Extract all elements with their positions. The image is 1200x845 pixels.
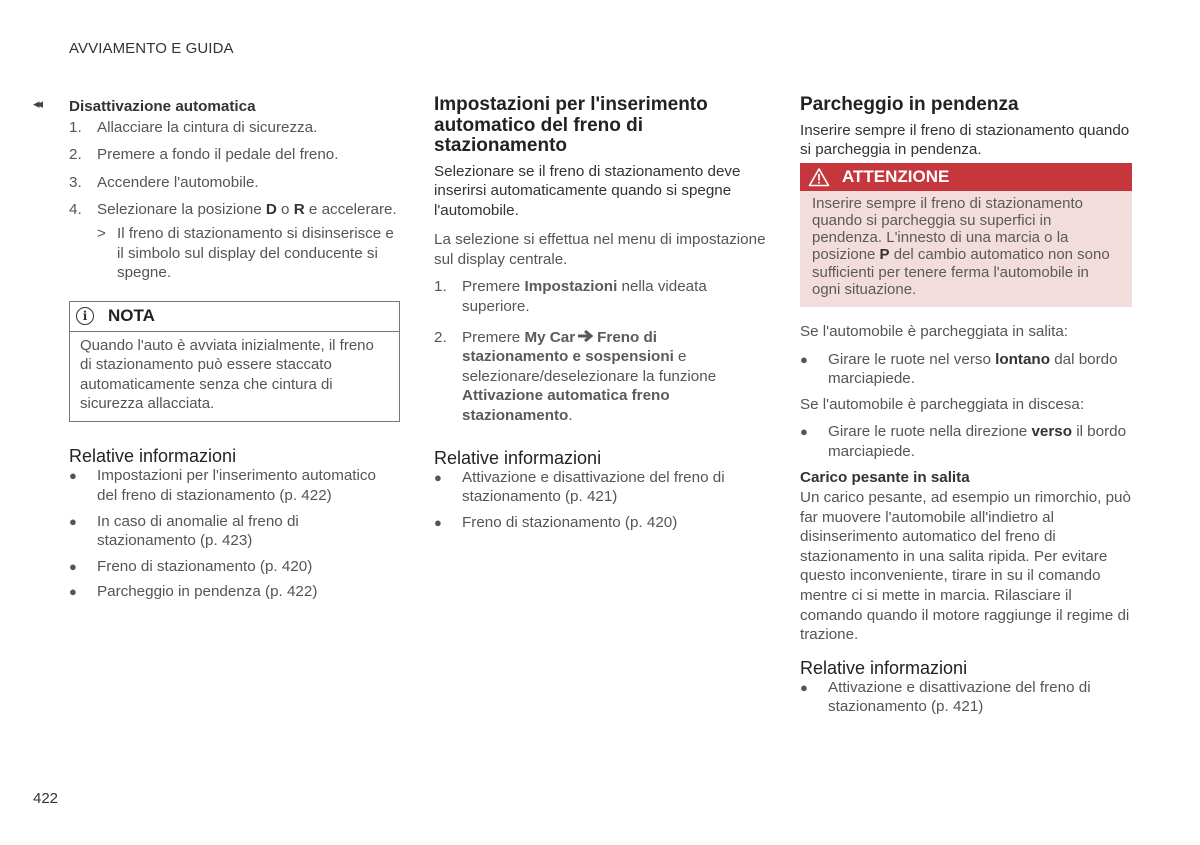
related-link[interactable]: ● Freno di stazionamento (p. 420) [69,557,313,575]
section-title-slope-parking: Parcheggio in pendenza [800,94,1019,115]
related-link[interactable]: ● Attivazione e disattivazione del freno di stazionamento (p. 421) [434,468,725,506]
related-info-heading: Relative informazioni [800,657,968,678]
note-header [70,302,399,332]
related-list [69,466,400,602]
info-circle-icon: i [76,307,94,325]
list-item: 4. Selezionare la posizione D o R e accelerare. [69,201,397,219]
list-item: 1. Premere Impostazioni nella videata superiore. [434,278,707,316]
downhill-paragraph: Se l'automobile è parcheggiata in discesa: [800,395,1085,413]
section-title-auto-apply: Impostazioni per l'inserimento automatico del freno di stazionamento [434,94,708,156]
related-link[interactable]: ● Parcheggio in pendenza (p. 422) [69,583,318,601]
double-chevron-left-icon: ◂◂ [33,96,41,111]
list-item: 2. Premere a fondo il pedale del freno. [69,146,339,164]
column-right [800,95,1132,717]
arrow-right-icon [577,329,595,343]
subheading-heavy-load: Carico pesante in salita [800,469,970,487]
steps-list [69,118,400,283]
page-number: 422 [33,790,59,807]
step-result: > Il freno di stazionamento si disinserisce e il simbolo sul display del conducente si spegne. [97,224,394,282]
list-item: 1. Allacciare la cintura di sicurezza. [69,118,318,136]
list-item: 2. Premere My Car Freno di stazionamento e sospensioni e selezionare/deselezionare la funzione Attivazione automatica freno stazionamento. [434,328,717,425]
related-list [434,468,766,533]
warning-triangle-icon [808,167,830,187]
related-info-heading: Relative informazioni [434,447,602,468]
list-item: ● Girare le ruote nel verso lontano dal bordo marciapiede. [800,350,1118,388]
running-header: AVVIAMENTO E GUIDA [69,40,234,57]
menu-paragraph: La selezione si effettua nel menu di impostazione sul display centrale. [434,231,766,268]
menu-item-impostazioni: Impostazioni [524,278,618,296]
related-link[interactable]: ● Freno di stazionamento (p. 420) [434,513,678,531]
column-middle [434,95,766,532]
intro-paragraph: Inserire sempre il freno di stazionamento quando si parcheggia in pendenza. [800,121,1130,159]
note-box [69,301,400,423]
related-link[interactable]: ● In caso di anomalie al freno di stazionamento (p. 423) [69,512,299,550]
related-list [800,678,1132,717]
column-left [33,95,400,602]
related-link[interactable]: ● Impostazioni per l'inserimento automatico del freno di stazionamento (p. 422) [69,467,376,504]
list-item: ● Girare le ruote nella direzione verso il bordo marciapiede. [800,423,1127,460]
heavy-load-paragraph: Un carico pesante, ad esempio un rimorchio, può far muovere l'automobile all'indietro al disinserimento automatico del freno di stazionamento in una salita ripida. Per evitare questo inconveniente, tirare in su il comando mentre ci si mette in marcia. Rilasciare il comando quando il motore raggiunge il regime di trazione. [800,489,1131,644]
related-info-heading: Relative informazioni [69,446,237,467]
warning-box [800,163,1132,307]
related-link[interactable]: ● Attivazione e disattivazione del freno di stazionamento (p. 421) [800,678,1091,716]
list-item: 3. Accendere l'automobile. [69,173,259,191]
note-body: Quando l'auto è avviata inizialmente, il freno di stazionamento può essere staccato automaticamente senza che cintura di sicurezza allacciata. [80,336,374,412]
note-title: NOTA [108,306,155,326]
subheading-auto-release: Disattivazione automatica [69,98,256,115]
uphill-paragraph: Se l'automobile è parcheggiata in salita: [800,322,1069,340]
warning-body: Inserire sempre il freno di stazionamento quando si parcheggia su superfici in pendenza. L'innesto di una marcia o la posizione P del cambio automatico non sono sufficienti per tenere ferma l'automobile in ogni situazione. [812,194,1110,298]
warning-title: ATTENZIONE [842,166,950,186]
warning-header [800,163,1132,191]
intro-paragraph: Selezionare se il freno di stazionamento deve inserirsi automaticamente quando si spegne l'automobile. [434,162,741,219]
